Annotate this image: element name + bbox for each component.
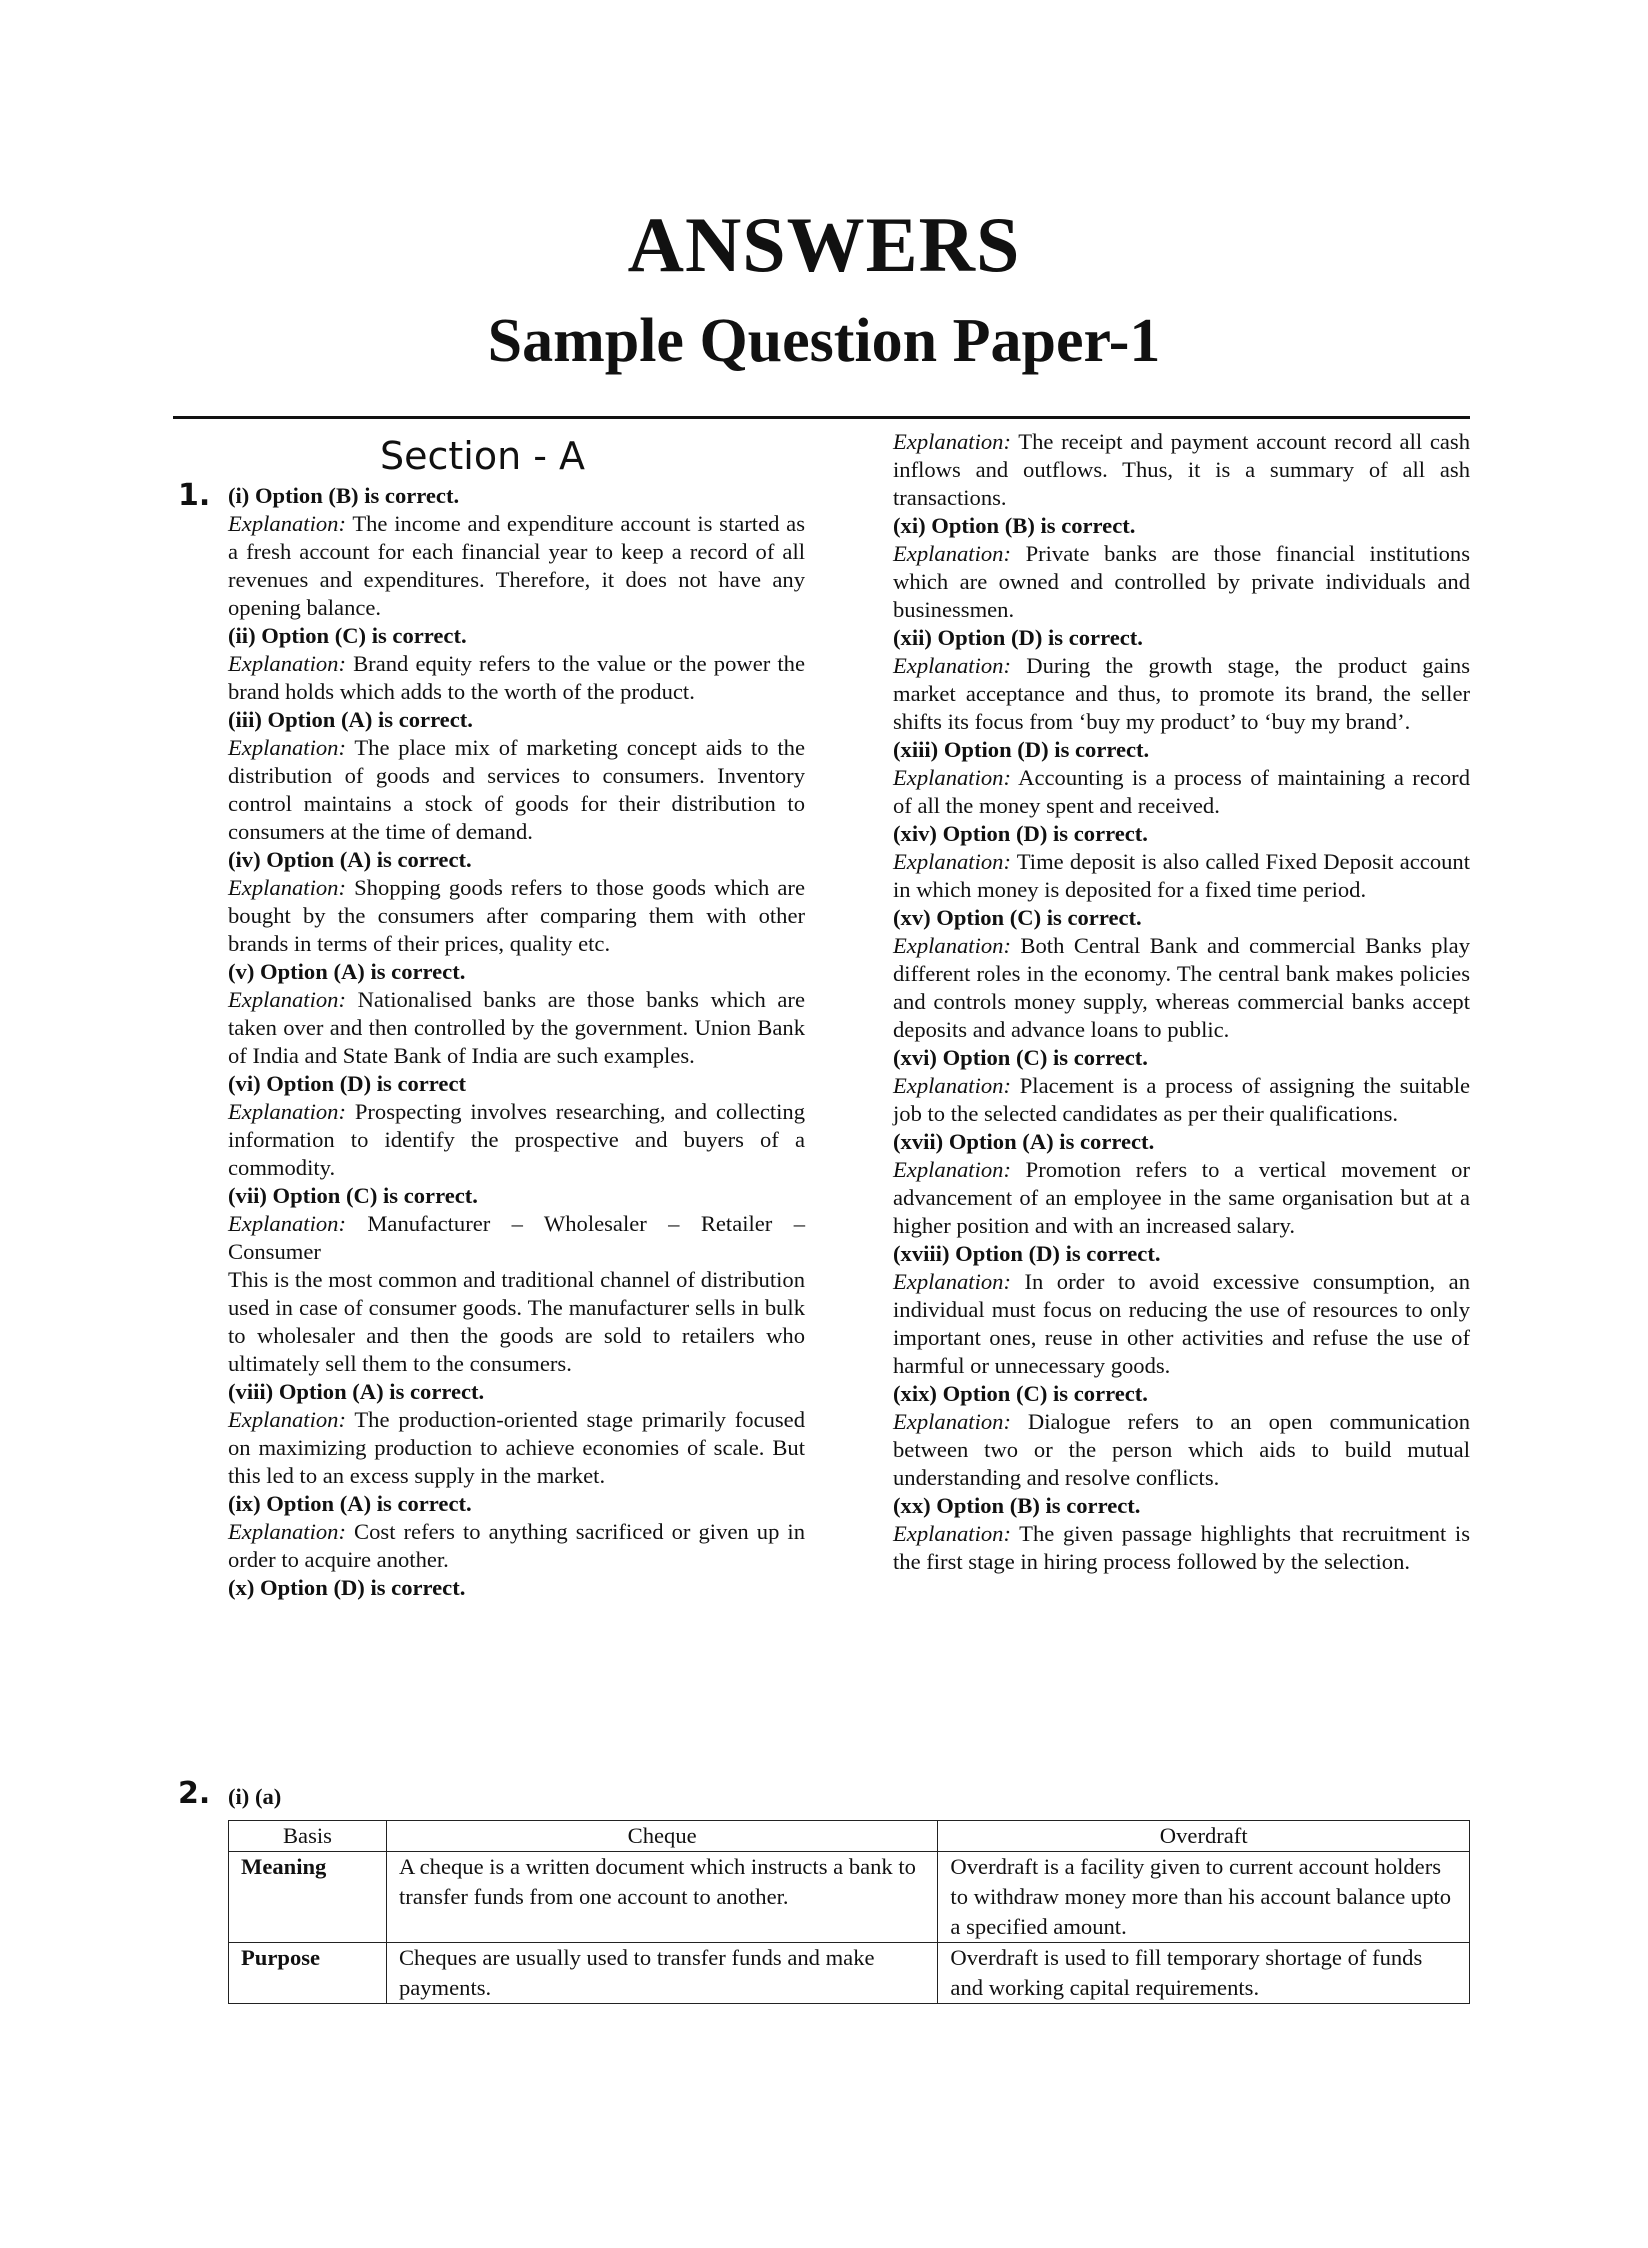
explanation-label: Explanation: (893, 429, 1011, 454)
answer-explanation (228, 734, 805, 846)
answer-option: (ix) Option (A) is correct. (228, 1491, 472, 1516)
table-header-cell: Cheque (386, 1821, 937, 1852)
answer-explanation (893, 540, 1470, 624)
answer-option: (xx) Option (B) is correct. (893, 1493, 1141, 1518)
table-header-cell: Basis (229, 1821, 387, 1852)
explanation-text: The income and expenditure account is started as a fresh account for each financial year to keep a record of all revenues and expenditures. Therefore, it does not have any opening balance. (228, 511, 805, 620)
table-cell: Overdraft is a facility given to current account holders to withdraw money more than his account balance upto a specified amount. (938, 1852, 1470, 1943)
explanation-label: Explanation: (228, 651, 346, 676)
answer-explanation (893, 1268, 1470, 1380)
explanation-text: The receipt and payment account record all cash inflows and outflows. Thus, it is a summary of all ash transactions. (893, 429, 1470, 510)
answer-explanation (893, 848, 1470, 904)
answer-option: (xvii) Option (A) is correct. (893, 1129, 1155, 1154)
explanation-label: Explanation: (893, 1521, 1011, 1546)
answer-option: (vii) Option (C) is correct. (228, 1183, 478, 1208)
answer-explanation (228, 986, 805, 1070)
answer-option: (xiv) Option (D) is correct. (893, 821, 1148, 846)
table-header-cell: Overdraft (938, 1821, 1470, 1852)
page-subtitle: Sample Question Paper-1 (487, 307, 1161, 375)
sub-question-label: (i) (a) (228, 1784, 282, 1809)
explanation-label: Explanation: (228, 1519, 346, 1544)
answer-explanation (893, 932, 1470, 1044)
answers-column-right (893, 428, 1470, 1576)
explanation-text: Nationalised banks are those banks which are taken over and then controlled by the government. Union Bank of India and State Bank of India are such examples. (228, 987, 805, 1068)
answer-option: (iv) Option (A) is correct. (228, 847, 472, 872)
answer-explanation (893, 1072, 1470, 1128)
explanation-label: Explanation: (893, 933, 1011, 958)
answer-option: (vi) Option (D) is correct (228, 1071, 467, 1096)
explanation-label: Explanation: (893, 1409, 1011, 1434)
explanation-label: Explanation: (228, 511, 346, 536)
answer-option: (xv) Option (C) is correct. (893, 905, 1142, 930)
table-cell-basis: Meaning (229, 1852, 387, 1943)
question-number-2: 2. (178, 1776, 211, 1811)
explanation-label: Explanation: (893, 653, 1011, 678)
explanation-text: Brand equity refers to the value or the power the brand holds which adds to the worth of the product. (228, 651, 805, 704)
explanation-text: Placement is a process of assigning the suitable job to the selected candidates as per their qualifications. (893, 1073, 1470, 1126)
table-header-row (229, 1821, 1470, 1852)
answer-explanation (893, 1520, 1470, 1576)
answer-option: (iii) Option (A) is correct. (228, 707, 473, 732)
answer-explanation (228, 1406, 805, 1490)
explanation-label: Explanation: (893, 765, 1011, 790)
explanation-label: Explanation: (228, 1407, 346, 1432)
explanation-text: Dialogue refers to an open communication between two or the person which aids to build mutual understanding and resolve conflicts. (893, 1409, 1470, 1490)
explanation-paragraph: This is the most common and traditional channel of distribution used in case of consumer goods. The manufacturer sells in bulk to wholesaler and then the goods are sold to retailers who ultimately sell them to the consumers. (228, 1267, 805, 1376)
table-cell-basis: Purpose (229, 1943, 387, 2004)
answer-explanation (228, 1098, 805, 1182)
table-cell: A cheque is a written document which instructs a bank to transfer funds from one account to another. (386, 1852, 937, 1943)
explanation-label: Explanation: (893, 849, 1011, 874)
answer-explanation (893, 1408, 1470, 1492)
answer-option: (x) Option (D) is correct. (228, 1575, 466, 1600)
explanation-text: During the growth stage, the product gains market acceptance and thus, to promote its brand, the seller shifts its focus from ‘buy my product’ to ‘buy my brand’. (893, 653, 1470, 734)
answer-option: (xvi) Option (C) is correct. (893, 1045, 1148, 1070)
page-title: ANSWERS (627, 201, 1021, 288)
explanation-label: Explanation: (893, 541, 1011, 566)
explanation-text: Manufacturer – Wholesaler – Retailer – Consumer (228, 1211, 805, 1264)
answer-explanation (228, 650, 805, 706)
explanation-label: Explanation: (893, 1073, 1011, 1098)
explanation-text: Shopping goods refers to those goods which are bought by the consumers after comparing them with other brands in terms of their prices, quality etc. (228, 875, 805, 956)
answer-option: (v) Option (A) is correct. (228, 959, 466, 984)
table-cell: Cheques are usually used to transfer funds and make payments. (386, 1943, 937, 2004)
table-row (229, 1852, 1470, 1943)
explanation-text: Time deposit is also called Fixed Deposit account in which money is deposited for a fixed time period. (893, 849, 1470, 902)
section-heading: Section - A (380, 434, 586, 478)
explanation-label: Explanation: (228, 987, 346, 1012)
answer-explanation (228, 510, 805, 622)
explanation-text: Private banks are those financial institutions which are owned and controlled by private individuals and businessmen. (893, 541, 1470, 622)
answer-explanation (893, 428, 1470, 512)
explanation-text: The production-oriented stage primarily focused on maximizing production to achieve economies of scale. But this led to an excess supply in the market. (228, 1407, 805, 1488)
explanation-label: Explanation: (228, 1211, 346, 1236)
answer-option: (xiii) Option (D) is correct. (893, 737, 1150, 762)
answer-option: (ii) Option (C) is correct. (228, 623, 467, 648)
answer-explanation (893, 652, 1470, 736)
explanation-text: In order to avoid excessive consumption, an individual must focus on reducing the use of resources to only important ones, reuse in other activities and refuse the use of harmful or unnecessary goods. (893, 1269, 1470, 1378)
explanation-text: Promotion refers to a vertical movement or advancement of an employee in the same organisation but at a higher position and with an increased salary. (893, 1157, 1470, 1238)
question-number-1: 1. (178, 478, 211, 513)
explanation-text: Cost refers to anything sacrificed or given up in order to acquire another. (228, 1519, 805, 1572)
explanation-text: Both Central Bank and commercial Banks play different roles in the economy. The central bank makes policies and controls money supply, whereas commercial banks accept deposits and advance loans to public. (893, 933, 1470, 1042)
answer-option: (xviii) Option (D) is correct. (893, 1241, 1161, 1266)
answer-option: (i) Option (B) is correct. (228, 483, 460, 508)
answers-column-left (228, 482, 805, 1602)
explanation-text: The given passage highlights that recruitment is the first stage in hiring process followed by the selection. (893, 1521, 1470, 1574)
answer-explanation (893, 1156, 1470, 1240)
answer-option: (xix) Option (C) is correct. (893, 1381, 1148, 1406)
answer-explanation (228, 1210, 805, 1266)
explanation-label: Explanation: (893, 1269, 1011, 1294)
answer-explanation (228, 874, 805, 958)
answer-option: (xii) Option (D) is correct. (893, 625, 1143, 650)
answer-option: (viii) Option (A) is correct. (228, 1379, 485, 1404)
table-cell: Overdraft is used to fill temporary shortage of funds and working capital requirements. (938, 1943, 1470, 2004)
explanation-label: Explanation: (893, 1157, 1011, 1182)
answer-explanation (893, 764, 1470, 820)
answer-explanation (228, 1518, 805, 1574)
explanation-text: Accounting is a process of maintaining a record of all the money spent and received. (893, 765, 1470, 818)
table-row (229, 1943, 1470, 2004)
explanation-text: Prospecting involves researching, and collecting information to identify the prospective and buyers of a commodity. (228, 1099, 805, 1180)
explanation-text: The place mix of marketing concept aids to the distribution of goods and services to consumers. Inventory control maintains a stock of goods for their distribution to consumers at the time of demand. (228, 735, 805, 844)
explanation-label: Explanation: (228, 1099, 346, 1124)
answer-option: (xi) Option (B) is correct. (893, 513, 1136, 538)
comparison-table (228, 1820, 1470, 2004)
explanation-label: Explanation: (228, 735, 346, 760)
explanation-label: Explanation: (228, 875, 346, 900)
title-divider (173, 416, 1470, 419)
